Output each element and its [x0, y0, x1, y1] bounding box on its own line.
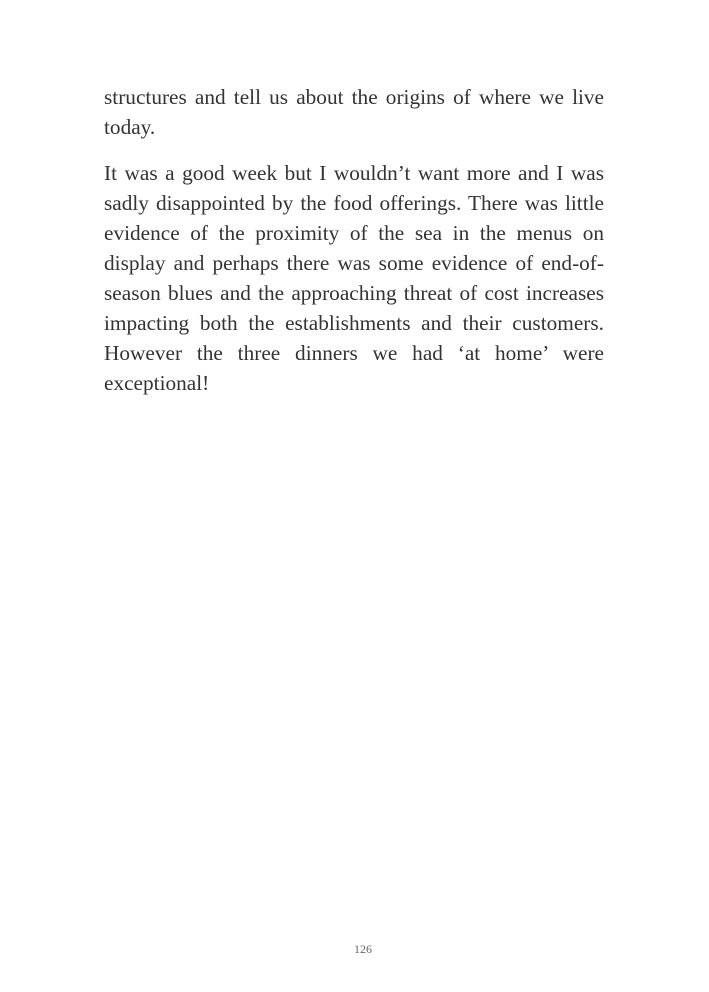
body-text	[104, 82, 604, 398]
page-number: 126	[354, 942, 372, 956]
paragraph-continuation: structures and tell us about the origins of where we live today.	[104, 85, 604, 139]
paragraph-good-week: It was a good week but I wouldn’t want more and I was sadly disappointed by the food offerings. There was little evidence of the proximity of the sea in the menus on display and perhaps there was some evidence of end-of-season blues and the approaching threat of cost increases impacting both the establishments and their customers. However the three dinners we had ‘at home’ were exceptional!	[104, 161, 604, 395]
